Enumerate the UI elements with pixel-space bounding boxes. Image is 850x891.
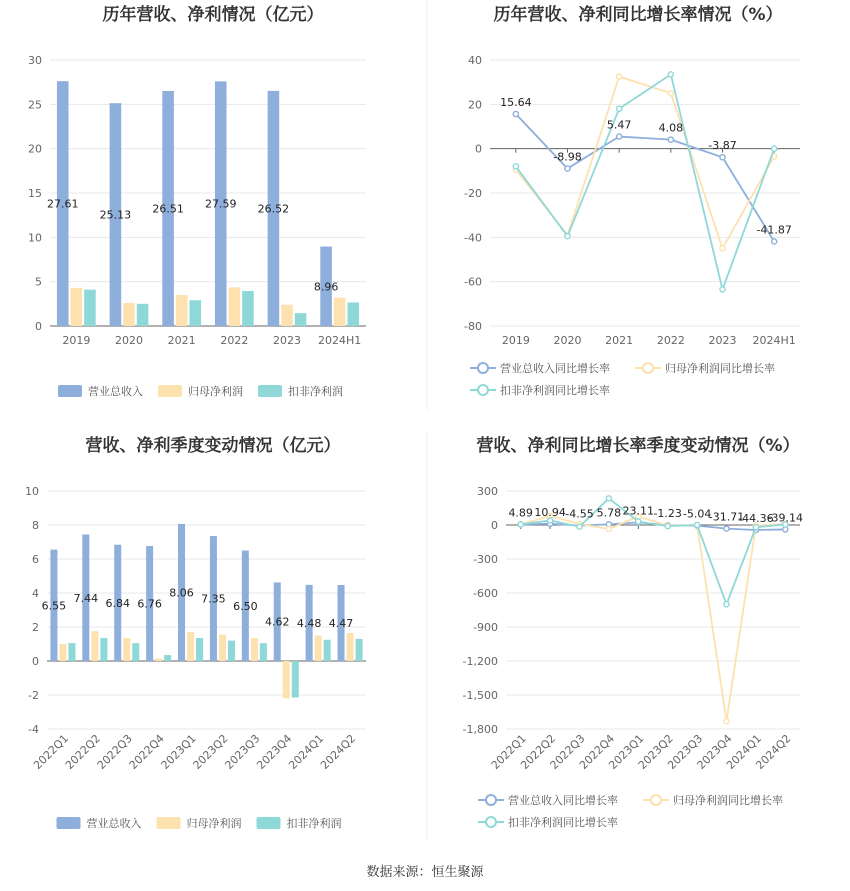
data-label: 23.11: [622, 504, 655, 518]
bar-2: [59, 644, 66, 661]
data-label: 6.50: [233, 599, 258, 613]
series-line-2: [521, 516, 786, 721]
bar-3: [132, 643, 139, 661]
bar-2: [283, 661, 290, 698]
data-point: [724, 718, 729, 723]
x-tick-label: 2023Q4: [694, 731, 735, 772]
legend-swatch: [157, 817, 181, 829]
bar-3: [324, 640, 331, 661]
bar-3: [84, 290, 96, 326]
data-label: 8.06: [169, 586, 194, 600]
data-point: [617, 134, 622, 139]
legend-swatch-marker: [478, 363, 488, 373]
y-tick-label: -600: [473, 587, 498, 600]
data-point: [772, 239, 777, 244]
annual-line-legend: [470, 361, 775, 397]
data-point: [753, 525, 758, 530]
data-point: [668, 91, 673, 96]
chart-title-quarter-bar: 营收、净利季度变动情况（亿元）: [85, 436, 341, 456]
y-tick-label: 20: [28, 142, 42, 156]
bar-3: [189, 300, 201, 326]
data-label: -31.71: [708, 510, 745, 524]
legend-label: 归母净利润: [186, 817, 242, 830]
chart-title-quarter-line: 营收、净利同比增长率季度变动情况（%）: [476, 436, 800, 456]
data-point: [513, 164, 518, 169]
y-tick-label: 0: [35, 320, 42, 333]
data-label: -3.87: [708, 139, 737, 153]
data-label: -44.36: [738, 512, 774, 526]
bar-3: [295, 313, 307, 326]
data-point: [565, 166, 570, 171]
data-label: 25.13: [99, 208, 132, 222]
quarter-bar-chart: [25, 485, 366, 772]
data-label: 26.52: [257, 202, 290, 216]
x-tick-label: 2023Q1: [606, 731, 647, 772]
legend-label: 营业总收入: [86, 817, 142, 830]
bar-3: [347, 303, 359, 326]
x-tick-label: 2023Q3: [665, 731, 706, 772]
y-tick-label: 0: [491, 519, 498, 532]
data-point: [606, 496, 611, 501]
x-tick-label: 2024H1: [318, 334, 362, 347]
data-label: 4.89: [508, 506, 533, 520]
x-tick-label: 2023: [708, 334, 737, 347]
data-label: 6.84: [105, 596, 130, 610]
data-point: [577, 524, 582, 529]
data-label: -8.98: [553, 150, 582, 164]
legend-label: 营业总收入同比增长率: [508, 794, 618, 807]
quarter-bar-legend: [57, 816, 342, 830]
chart-title-annual-line: 历年营收、净利同比增长率情况（%）: [493, 5, 783, 25]
y-tick-label: -80: [464, 320, 482, 333]
legend-swatch: [258, 385, 282, 397]
y-tick-label: -20: [464, 187, 482, 200]
data-point: [606, 526, 611, 531]
x-tick-label: 2023: [273, 334, 301, 347]
y-tick-label: -300: [473, 553, 498, 566]
chart-title-annual-bar: 历年营收、净利情况（亿元）: [102, 5, 324, 25]
x-tick-label: 2023Q2: [190, 731, 231, 772]
data-label: -41.87: [756, 223, 792, 237]
bar-3: [164, 655, 171, 661]
data-label: 5.47: [606, 118, 632, 132]
data-point: [695, 522, 700, 527]
data-point: [724, 526, 729, 531]
data-point: [668, 72, 673, 77]
data-point: [565, 234, 570, 239]
x-tick-label: 2021: [167, 334, 196, 347]
data-point: [668, 137, 673, 142]
data-label: 27.61: [46, 197, 79, 211]
data-label: 7.44: [73, 591, 99, 605]
x-tick-label: 2022: [656, 334, 685, 347]
data-point: [617, 106, 622, 111]
legend-swatch-marker: [478, 385, 488, 395]
x-tick-label: 2023Q3: [222, 731, 263, 772]
y-tick-label: 30: [28, 54, 42, 67]
data-label: 6.55: [41, 599, 67, 613]
annual-bar-legend: [58, 384, 343, 398]
x-tick-label: 2022Q1: [488, 731, 529, 772]
x-tick-label: 2024H1: [752, 334, 796, 347]
bar-3: [228, 641, 235, 661]
data-label: -1.23: [653, 507, 682, 521]
y-tick-label: -900: [473, 621, 498, 634]
bar-2: [155, 658, 162, 661]
y-tick-label: 0: [475, 142, 482, 156]
quarter-line-chart: [463, 485, 804, 772]
annual-bar-chart: [28, 54, 366, 347]
data-point: [665, 524, 670, 529]
data-label: 6.76: [137, 597, 162, 611]
y-tick-label: 25: [28, 98, 42, 112]
legend-label: 扣非净利润同比增长率: [508, 816, 618, 829]
y-tick-label: -4: [28, 723, 39, 736]
y-tick-label: 0: [32, 655, 39, 668]
legend-label: 营业总收入同比增长率: [500, 362, 610, 375]
data-label: -39.14: [767, 511, 804, 525]
x-tick-label: 2022Q3: [94, 731, 135, 772]
bar-2: [281, 305, 293, 326]
data-label: -4.55: [565, 507, 594, 521]
bar-3: [292, 661, 299, 698]
data-point: [720, 287, 725, 292]
bar-2: [315, 636, 322, 662]
x-tick-label: 2019: [501, 334, 530, 347]
data-point: [720, 246, 725, 251]
y-tick-label: -2: [28, 689, 39, 702]
data-point: [518, 522, 523, 527]
data-label: 15.64: [500, 95, 532, 109]
x-tick-label: 2022Q4: [576, 731, 618, 772]
data-point: [724, 602, 729, 607]
x-tick-label: 2022Q3: [547, 731, 588, 772]
legend-label: 扣非净利润同比增长率: [500, 384, 610, 397]
bar-2: [251, 638, 258, 661]
legend-swatch-marker: [486, 795, 496, 805]
x-tick-label: 2019: [62, 334, 91, 347]
legend-swatch-marker: [643, 363, 653, 373]
bar-3: [100, 638, 107, 661]
series-line-3: [516, 74, 774, 289]
y-tick-label: -40: [464, 231, 482, 245]
data-source-note: 数据来源：恒生聚源: [366, 865, 484, 880]
y-tick-label: -1,200: [462, 655, 498, 668]
data-label: 4.47: [328, 617, 354, 631]
x-tick-label: 2022Q2: [62, 731, 103, 772]
y-tick-label: 5: [35, 275, 42, 289]
legend-label: 归母净利润: [188, 385, 243, 398]
bar-2: [71, 288, 83, 326]
legend-swatch: [257, 817, 281, 829]
bar-3: [196, 638, 203, 661]
data-label: -5.04: [682, 507, 712, 521]
legend-swatch-marker: [486, 817, 496, 827]
y-tick-label: 15: [28, 187, 42, 200]
x-tick-label: 2022Q1: [31, 731, 72, 772]
data-label: 5.78: [596, 506, 622, 520]
x-tick-label: 2021: [605, 334, 634, 347]
bar-3: [260, 643, 267, 661]
legend-label: 扣非净利润: [286, 817, 342, 830]
bar-2: [334, 298, 346, 326]
y-tick-label: 2: [32, 621, 39, 634]
bar-2: [123, 303, 135, 326]
annual-line-chart: [464, 54, 800, 347]
bar-3: [137, 304, 149, 326]
y-tick-label: 6: [32, 553, 39, 566]
x-tick-label: 2022Q4: [126, 731, 167, 772]
data-label: 26.51: [152, 202, 184, 216]
bar-3: [242, 291, 254, 326]
x-tick-label: 2024Q1: [723, 731, 765, 772]
data-point: [720, 155, 725, 160]
legend-label: 归母净利润同比增长率: [673, 794, 783, 807]
x-tick-label: 2023Q4: [254, 731, 295, 772]
y-tick-label: -60: [464, 275, 482, 289]
x-tick-label: 2023Q1: [158, 731, 199, 772]
bar-2: [229, 287, 241, 326]
y-tick-label: 300: [477, 485, 498, 498]
x-tick-label: 2020: [553, 334, 582, 347]
data-point: [636, 519, 641, 524]
x-tick-label: 2022: [220, 334, 249, 347]
data-label: 7.35: [201, 592, 226, 606]
data-point: [617, 74, 622, 79]
bar-2: [123, 638, 130, 661]
bar-2: [187, 632, 194, 661]
data-label: 4.62: [264, 615, 290, 629]
bar-3: [356, 639, 363, 661]
series-line-1: [516, 114, 774, 241]
data-point: [772, 146, 777, 151]
data-label: 10.94: [534, 505, 566, 519]
legend-swatch: [158, 385, 182, 397]
bar-2: [219, 635, 226, 661]
legend-swatch: [57, 817, 81, 829]
bar-2: [91, 631, 98, 661]
y-tick-label: 40: [468, 54, 482, 67]
legend-label: 营业总收入: [88, 385, 143, 398]
y-tick-label: 8: [32, 519, 39, 532]
x-tick-label: 2020: [115, 334, 143, 347]
data-label: 4.48: [296, 616, 322, 630]
data-point: [513, 111, 518, 116]
y-tick-label: 10: [28, 231, 42, 245]
data-label: 4.08: [658, 121, 684, 135]
bar-3: [68, 643, 75, 661]
x-tick-label: 2024Q2: [753, 731, 794, 772]
x-tick-label: 2024Q2: [318, 731, 359, 772]
bar-2: [347, 633, 354, 661]
y-tick-label: -1,800: [462, 723, 498, 736]
x-tick-label: 2023Q2: [635, 731, 676, 772]
x-tick-label: 2022Q2: [518, 731, 559, 772]
quarter-line-legend: [478, 793, 783, 829]
legend-swatch: [58, 385, 82, 397]
legend-label: 扣非净利润: [288, 385, 343, 398]
legend-label: 归母净利润同比增长率: [665, 362, 775, 375]
y-tick-label: 20: [468, 98, 482, 112]
data-label: 27.59: [204, 197, 237, 211]
x-tick-label: 2024Q1: [286, 731, 327, 772]
y-tick-label: 4: [32, 587, 39, 600]
data-label: 8.96: [313, 280, 339, 294]
y-tick-label: 10: [25, 485, 39, 498]
legend-swatch-marker: [651, 795, 661, 805]
y-tick-label: -1,500: [462, 689, 498, 702]
bar-2: [176, 295, 188, 326]
